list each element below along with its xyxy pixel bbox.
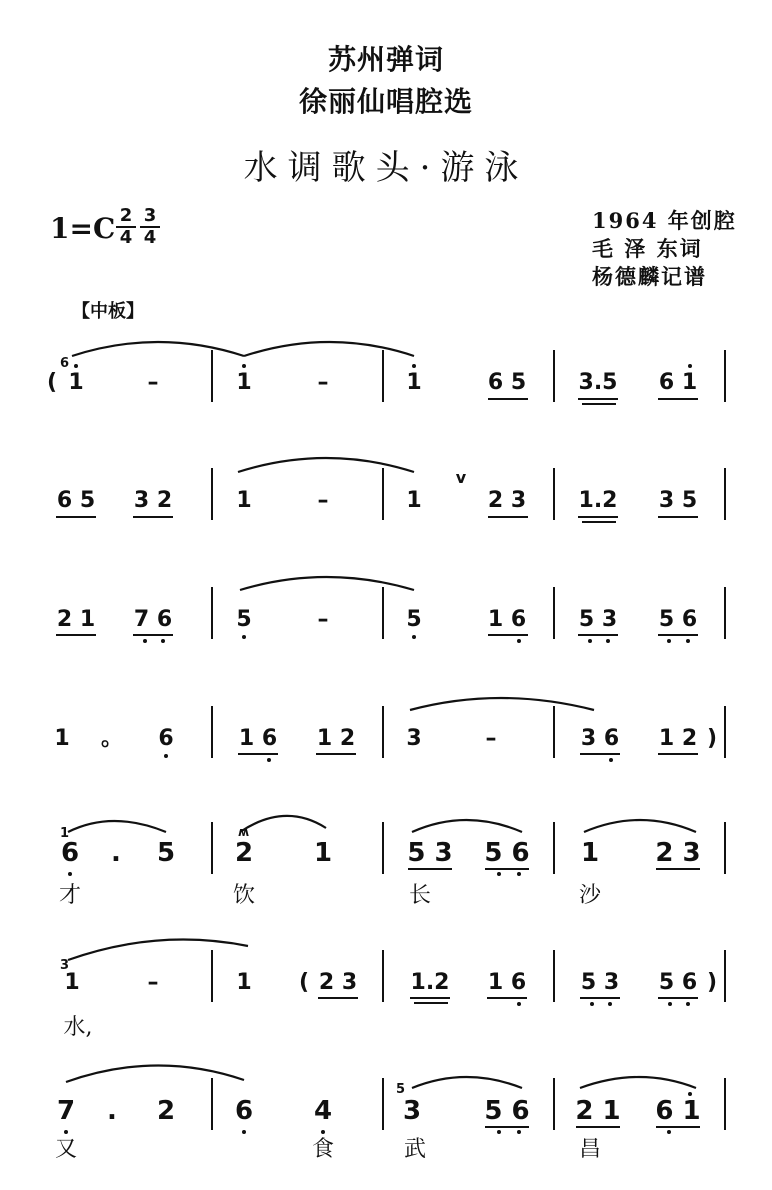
note: 1 bbox=[68, 370, 84, 395]
paren-close: ) bbox=[706, 970, 718, 995]
dash: – bbox=[317, 607, 329, 632]
tempo-marking: 【中板】 bbox=[72, 301, 144, 322]
paren-close: ) bbox=[706, 726, 718, 751]
note: 6 bbox=[234, 1096, 254, 1126]
note: 6 bbox=[158, 726, 174, 751]
slur-arc bbox=[240, 816, 326, 832]
tie-arc bbox=[240, 577, 414, 590]
note-pair: 2 3 bbox=[655, 838, 701, 868]
note-pair: 3 2 bbox=[133, 488, 173, 513]
credit-lyricist: 毛 泽 东词 bbox=[592, 236, 703, 261]
note-pair: 6 1 bbox=[658, 370, 698, 395]
note: 1 bbox=[406, 488, 422, 513]
meter-denominator: 4 bbox=[119, 227, 133, 248]
note: 5 bbox=[236, 607, 252, 632]
note: 1 bbox=[236, 488, 252, 513]
breath-mark: v bbox=[455, 468, 467, 487]
note-pair: 3 6 bbox=[580, 726, 620, 751]
collection-title: 苏州弹词 bbox=[327, 43, 444, 76]
collection-subtitle: 徐丽仙唱腔选 bbox=[298, 85, 473, 118]
note-pair: 5 6 bbox=[484, 838, 530, 868]
note-pair: 2 1 bbox=[56, 607, 96, 632]
note: 1 bbox=[64, 970, 80, 995]
lyric: 食 bbox=[311, 1137, 335, 1162]
note-pair: 6 1 bbox=[655, 1096, 701, 1126]
note: 5 bbox=[156, 838, 176, 868]
lyric: 昌 bbox=[578, 1137, 602, 1162]
lyric: 饮 bbox=[232, 883, 256, 908]
note: 1 bbox=[406, 370, 422, 395]
note: 2 bbox=[156, 1096, 176, 1126]
note: 5 bbox=[406, 607, 422, 632]
note: 3 bbox=[402, 1096, 422, 1126]
dot-extension: . bbox=[111, 838, 121, 868]
mordent-mark: ʍ bbox=[238, 825, 250, 839]
note-pair: 1 6 bbox=[487, 970, 527, 995]
note: 6 bbox=[60, 838, 80, 868]
dash: – bbox=[485, 726, 497, 751]
note-pair: 2 1 bbox=[575, 1096, 621, 1126]
credit-composed: 1964 年创腔 bbox=[592, 208, 737, 233]
slur-arc bbox=[412, 1077, 522, 1088]
note-pair: 5 6 bbox=[658, 970, 698, 995]
note-pair: 5 3 bbox=[407, 838, 453, 868]
dash: – bbox=[147, 370, 159, 395]
note-pair: 6 5 bbox=[487, 370, 527, 395]
note-pair: 1 2 bbox=[658, 726, 698, 751]
slur-arc bbox=[66, 1065, 244, 1082]
piece-title: 水调歌头·游泳 bbox=[243, 148, 529, 188]
note-pair: 5 6 bbox=[658, 607, 698, 632]
grace-note: 1 bbox=[60, 826, 70, 841]
grace-note: 3 bbox=[60, 958, 70, 973]
slur-arc bbox=[584, 820, 696, 832]
note: 1 bbox=[313, 838, 333, 868]
lyric: 水, bbox=[63, 1015, 93, 1040]
tie-arc bbox=[68, 940, 248, 960]
lyric: 才 bbox=[58, 883, 82, 908]
grace-note: 5 bbox=[396, 1082, 406, 1097]
note-pair: 3.5 bbox=[578, 370, 618, 395]
dash: – bbox=[317, 488, 329, 513]
lyric: 沙 bbox=[578, 883, 602, 908]
paren-open: ( bbox=[46, 370, 58, 395]
note: 4 bbox=[313, 1096, 333, 1126]
tie-arc bbox=[410, 698, 594, 710]
note-pair: 1.2 bbox=[578, 488, 618, 513]
slur-arc bbox=[580, 1077, 696, 1088]
note-pair: 3 5 bbox=[658, 488, 698, 513]
note-pair: 5 3 bbox=[578, 607, 618, 632]
note: 7 bbox=[56, 1096, 76, 1126]
note: 1 bbox=[54, 726, 70, 751]
note-pair: 6 5 bbox=[56, 488, 96, 513]
meter-denominator: 4 bbox=[143, 227, 157, 248]
note-pair: 1 2 bbox=[316, 726, 356, 751]
note-pair: 1.2 bbox=[410, 970, 450, 995]
note-pair: 2 3 bbox=[318, 970, 358, 995]
credit-transcriber: 杨德麟记谱 bbox=[592, 264, 707, 289]
dash: – bbox=[317, 370, 329, 395]
dash: – bbox=[147, 970, 159, 995]
slur-arc bbox=[68, 821, 166, 832]
note: 1 bbox=[580, 838, 600, 868]
slur-arc bbox=[412, 820, 522, 832]
lyric: 武 bbox=[403, 1137, 427, 1162]
lyric: 又 bbox=[54, 1137, 78, 1162]
grace-note: 6 bbox=[60, 356, 70, 371]
key-signature: 1=C bbox=[50, 212, 116, 245]
note: 2 bbox=[234, 838, 254, 868]
note: 1 bbox=[236, 970, 252, 995]
paren-open: ( bbox=[298, 970, 310, 995]
note-pair: 5 6 bbox=[484, 1096, 530, 1126]
meter-numerator: 2 bbox=[119, 205, 133, 226]
tie-arc bbox=[238, 458, 414, 472]
note-pair: 1 6 bbox=[487, 607, 527, 632]
note-pair: 7 6 bbox=[133, 607, 173, 632]
dot-extension: 。 bbox=[100, 726, 124, 751]
dot-extension: . bbox=[107, 1096, 117, 1126]
note-pair: 2 3 bbox=[487, 488, 527, 513]
note-pair: 5 3 bbox=[580, 970, 620, 995]
tie-arc bbox=[244, 342, 414, 356]
note: 1 bbox=[236, 370, 252, 395]
note: 3 bbox=[406, 726, 422, 751]
note-pair: 1 6 bbox=[238, 726, 278, 751]
meter-numerator: 3 bbox=[143, 205, 157, 226]
lyric: 长 bbox=[408, 883, 432, 908]
tie-arc bbox=[72, 342, 244, 356]
